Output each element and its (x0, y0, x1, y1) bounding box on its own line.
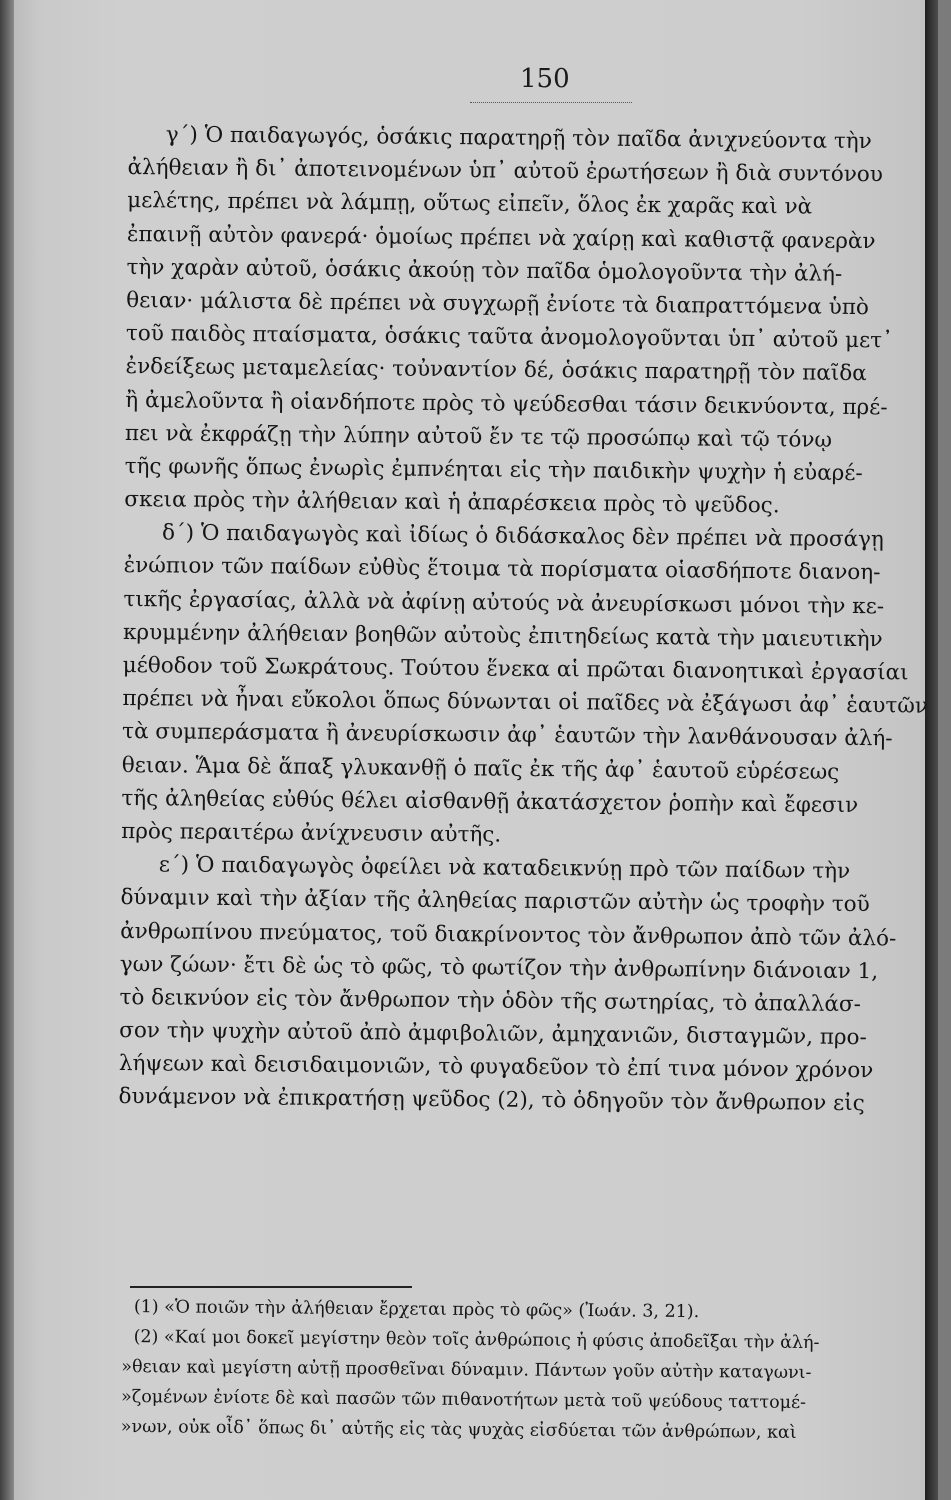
text-line: ἀλήθειαν ἢ δι᾽ ἀποτεινομένων ὑπ᾽ αὐτοῦ ἐρωτήσεων ἢ διὰ συντόνου (127, 155, 883, 188)
text-line: τὸ δεικνύον εἰς τὸν ἄνθρωπον τὴν ὁδὸν τῆς σωτηρίας, τὸ ἀπαλλάσ- (119, 984, 862, 1017)
text-line: τῆς φωνῆς ὅπως ἐνωρὶς ἐμπνέηται εἰς τὴν παιδικὴν ψυχὴν ἡ εὐαρέ- (124, 453, 863, 486)
footnote-line: »ζομένων ἐνίοτε δὲ καὶ πασῶν τῶν πιθανοτήτων μετὰ τοῦ ψεύδους ταττομέ- (120, 1386, 807, 1413)
text-line: δύναμιν καὶ τὴν ἀξίαν τῆς ἀληθείας παριστῶν αὐτὴν ὡς τροφὴν τοῦ (120, 885, 870, 918)
text-line: λήψεων καὶ δεισιδαιμονιῶν, τὸ φυγαδεῦον τὸ ἐπί τινα μόνον χρόνον (118, 1051, 874, 1084)
text-line: θειαν. Ἅμα δὲ ἅπαξ γλυκανθῇ ὁ παῖς ἐκ τῆς ἀφ᾽ ἑαυτοῦ εὑρέσεως (121, 752, 840, 785)
text-line: ἐπαινῇ αὐτὸν φανερά· ὁμοίως πρέπει νὰ χαίρῃ καὶ καθιστᾷ φανερὰν (126, 221, 876, 254)
footnote-line: »θειαν καὶ μεγίστη αὐτῇ προσθεῖναι δύναμιν. Πάντων γοῦν αὐτὴν καταγωνι- (121, 1356, 812, 1384)
text-line: ἐνώπιον τῶν παίδων εὐθὺς ἕτοιμα τὰ πορίσματα οἱασδήποτε διανοη- (123, 553, 881, 586)
text-line: ἢ ἀμελοῦντα ἢ οἱανδήποτε πρὸς τὸ ψεύδεσθαι τάσιν δεικνύοντα, πρέ- (125, 387, 888, 420)
text-line: γ΄) Ὁ παιδαγωγός, ὁσάκις παρατηρῇ τὸν παῖδα ἀνιχνεύοντα τὴν (165, 122, 872, 155)
text-line: τῆς ἀληθείας εὐθύς θέλει αἰσθανθῇ ἀκατάσχετον ῥοπὴν καὶ ἔφεσιν (121, 785, 859, 818)
text-line: ἀνθρωπίνου πνεύματος, τοῦ διακρίνοντος τὸν ἄνθρωπον ἀπὸ τῶν ἀλό- (120, 918, 897, 951)
text-line: κρυμμένην ἀλήθειαν βοηθῶν αὐτοὺς ἐπιτηδείως κατὰ τὴν μαιευτικὴν (122, 619, 883, 653)
text-line: τικῆς ἐργασίας, ἀλλὰ νὰ ἀφίνῃ αὐτούς νὰ ἀνευρίσκωσι μόνοι τὴν κε- (123, 586, 885, 619)
header-dotted-rule (470, 102, 632, 103)
left-binding-shadow (0, 0, 14, 1500)
footnote-separator (130, 1286, 412, 1288)
text-line: σκεια πρὸς τὴν ἀλήθειαν καὶ ἡ ἀπαρέσκεια πρὸς τὸ ψεῦδος. (124, 487, 780, 519)
text-line: πρὸς περαιτέρω ἀνίχνευσιν αὐτῆς. (121, 818, 502, 848)
text-line: μελέτης, πρέπει νὰ λάμπῃ, οὕτως εἰπεῖν, ὅλος ἐκ χαρᾶς καὶ νὰ (127, 188, 813, 220)
text-line: μέθοδον τοῦ Σωκράτους. Τούτου ἕνεκα αἱ πρῶται διανοητικαὶ ἐργασίαι (122, 652, 909, 686)
text-line: πρέπει νὰ ἦναι εὔκολοι ὅπως δύνωνται οἱ παῖδες νὰ ἐξάγωσι ἀφ᾽ ἑαυτῶν (122, 686, 929, 719)
text-line: σον τὴν ψυχὴν αὐτοῦ ἀπὸ ἀμφιβολιῶν, ἀμηχανιῶν, δισταγμῶν, προ- (119, 1018, 867, 1051)
text-line: ἐνδείξεως μεταμελείας· τοὐναντίον δέ, ὁσάκις παρατηρῇ τὸν παῖδα (125, 354, 867, 387)
text-line: θειαν· μάλιστα δὲ πρέπει νὰ συγχωρῇ ἐνίοτε τὰ διαπραττόμενα ὑπὸ (126, 287, 869, 321)
text-line: τὴν χαρὰν αὐτοῦ, ὁσάκις ἀκούῃ τὸν παῖδα ὁμολογοῦντα τὴν ἀλή- (126, 254, 843, 287)
text-line: πει νὰ ἐκφράζῃ τὴν λύπην αὐτοῦ ἔν τε τῷ προσώπῳ καὶ τῷ τόνῳ (124, 420, 833, 453)
text-line: τὰ συμπεράσματα ἢ ἀνευρίσκωσιν ἀφ᾽ ἑαυτῶν τὴν λανθάνουσαν ἀλή- (121, 719, 893, 752)
footnotes (121, 1292, 936, 1449)
text-line: ε΄) Ὁ παιδαγωγὸς ὀφείλει νὰ καταδεικνύῃ πρὸ τῶν παίδων τὴν (158, 852, 851, 885)
footnote-line: (2) «Καί μοι δοκεῖ μεγίστην θεὸν τοῖς ἀνθρώποις ἡ φύσις ἀποδεῖξαι τὴν ἀλή- (133, 1327, 820, 1354)
page-number: 150 (520, 64, 570, 94)
body-text (118, 118, 936, 1121)
footnote-line: »νων, οὐκ οἶδ᾽ ὅπως δι᾽ αὐτῆς εἰς τὰς ψυχὰς εἰσδύεται τῶν ἀνθρώπων, καὶ (120, 1416, 797, 1443)
text-line: γων ζώων· ἔτι δὲ ὡς τὸ φῶς, τὸ φωτίζον τὴν ἀνθρωπίνην διάνοιαν 1, (119, 951, 879, 984)
text-line: δυνάμενον νὰ ἐπικρατήσῃ ψεῦδος (2), τὸ ὁδηγοῦν τὸν ἄνθρωπον εἰς (118, 1084, 865, 1117)
text-line: δ΄) Ὁ παιδαγωγὸς καὶ ἰδίως ὁ διδάσκαλος δὲν πρέπει νὰ προσάγῃ (161, 520, 884, 553)
text-line: τοῦ παιδὸς πταίσματα, ὁσάκις ταῦτα ἀνομολογοῦνται ὑπ᾽ αὐτοῦ μετ᾽ (125, 321, 893, 354)
footnote-line: (1) «Ὁ ποιῶν τὴν ἀλήθειαν ἔρχεται πρὸς τὸ φῶς» (Ἰωάν. 3, 21). (133, 1297, 700, 1323)
